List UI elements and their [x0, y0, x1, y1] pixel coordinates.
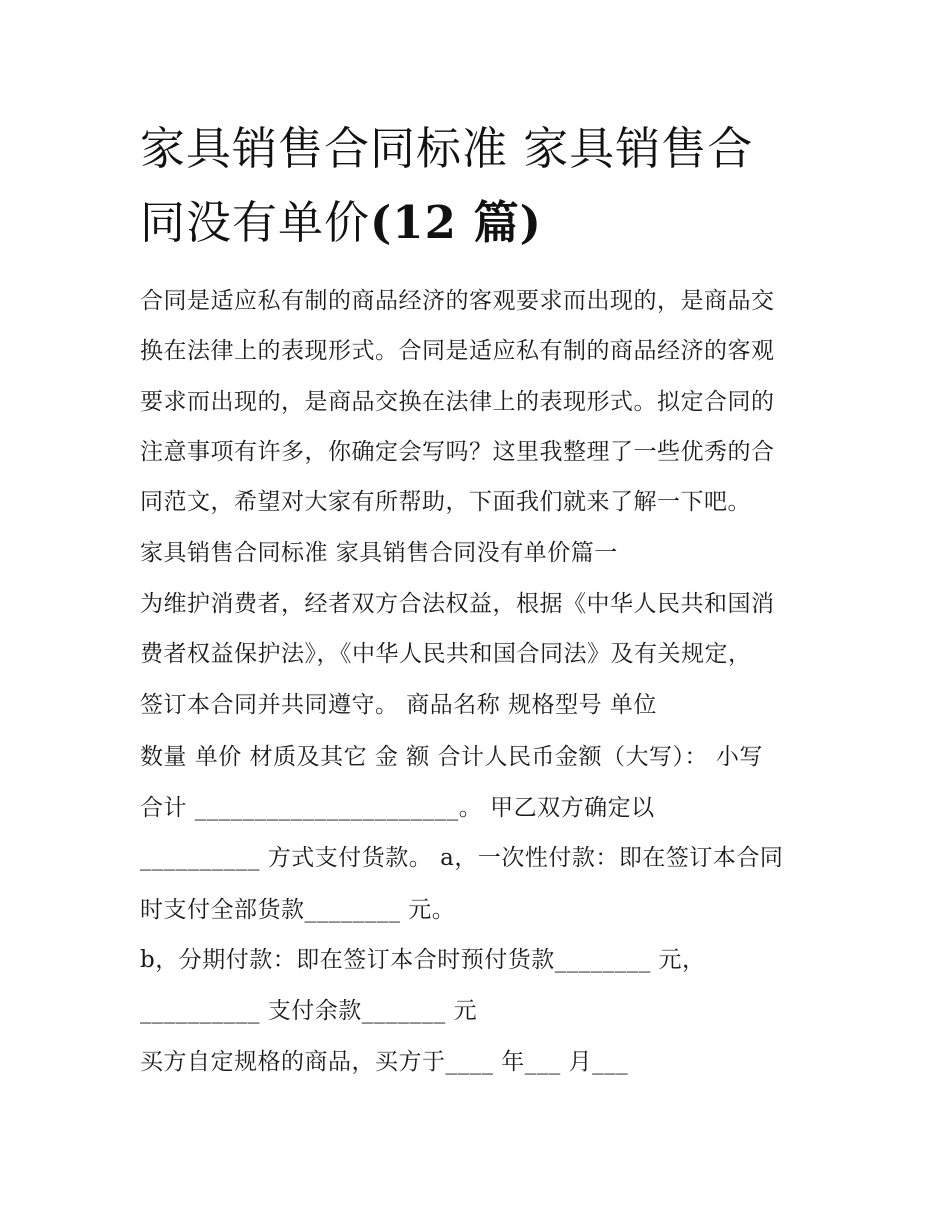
- body-line: b，分期付款：即在签订本合时预付货款________ 元，: [140, 947, 706, 973]
- body-line: 合同是适应私有制的商品经济的客观要求而出现的，是商品交: [140, 288, 775, 314]
- body-line: 买方自定规格的商品，买方于____ 年___ 月___: [140, 1049, 629, 1075]
- body-line: 为维护消费者，经者双方合法权益，根据《中华人民共和国消: [140, 591, 775, 617]
- body-line: __________ 方式支付货款。 a，一次性付款：即在签订本合同: [140, 845, 784, 871]
- title-line-2: 同没有单价: [140, 196, 371, 249]
- body-line: 换在法律上的表现形式。合同是适应私有制的商品经济的客观: [140, 338, 775, 364]
- title-count: (12 篇): [370, 196, 542, 249]
- section-heading: 家具销售合同标准 家具销售合同没有单价篇一: [140, 540, 618, 566]
- body-line: 注意事项有许多，你确定会写吗？这里我整理了一些优秀的合: [140, 439, 775, 465]
- body-line: 合计 ______________________。 甲乙双方确定以: [140, 795, 655, 821]
- body-line: 数量 单价 材质及其它 金 额 合计人民币金额（大写）： 小写: [140, 744, 763, 770]
- title-line-1: 家具销售合同标准 家具销售合: [140, 122, 754, 175]
- body-line: 签订本合同并共同遵守。 商品名称 规格型号 单位: [140, 692, 657, 718]
- body-line: 同范文，希望对大家有所帮助，下面我们就来了解一下吧。: [140, 489, 751, 515]
- body-line: __________ 支付余款_______ 元: [140, 998, 478, 1024]
- body-line: 要求而出现的，是商品交换在法律上的表现形式。拟定合同的: [140, 389, 775, 415]
- body-line: 时支付全部货款________ 元。: [140, 897, 456, 923]
- page-title: [140, 112, 820, 260]
- body-line: 费者权益保护法》，《中华人民共和国合同法》及有关规定，: [140, 641, 752, 667]
